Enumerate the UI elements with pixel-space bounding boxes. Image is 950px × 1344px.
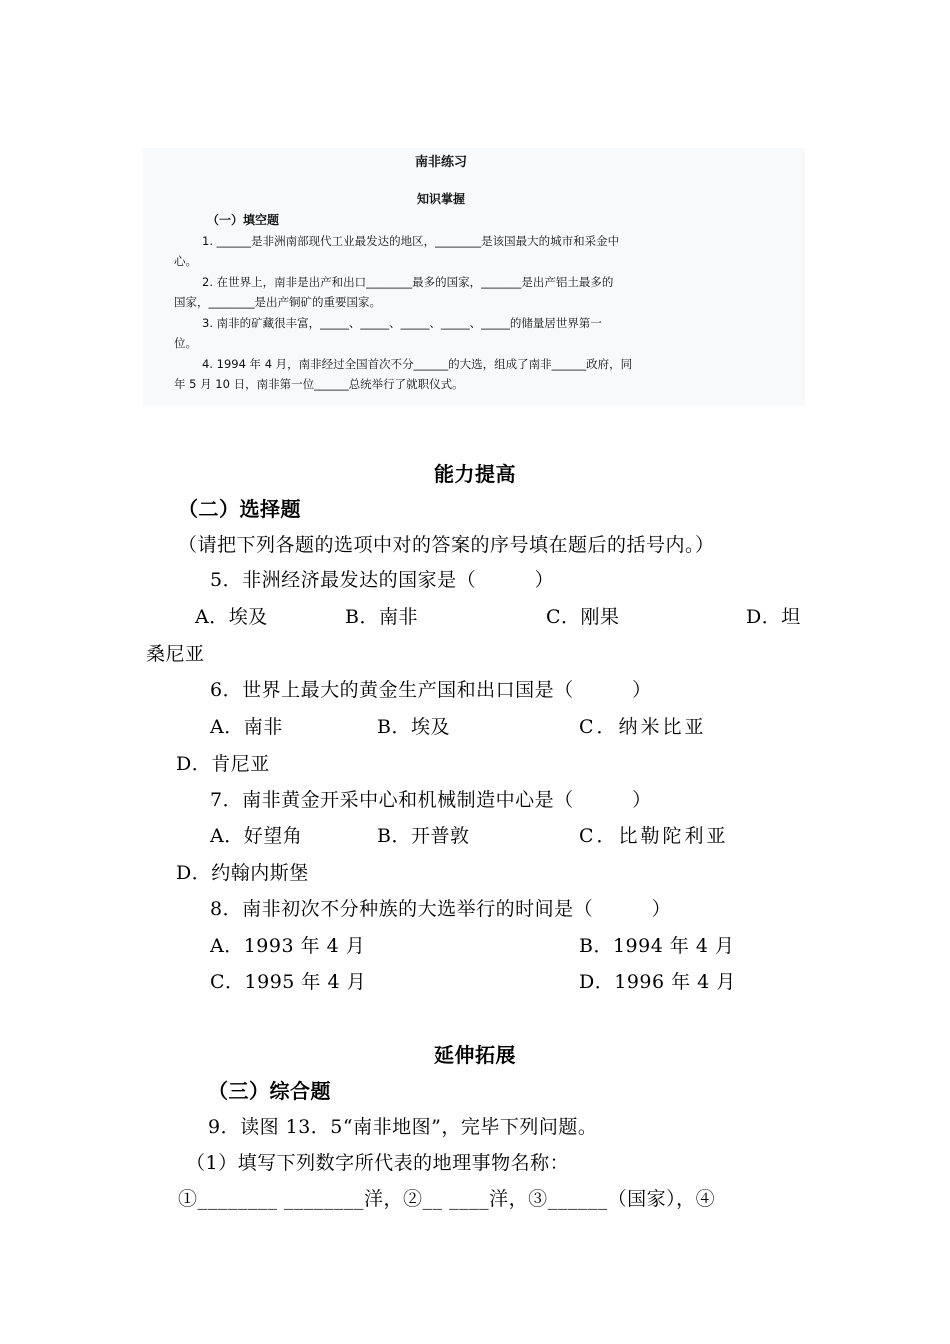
scan-line: 国家，________是出产铜矿的重要国家。 (174, 295, 381, 309)
fill-blank-line: ①________ ________洋，②__ ____洋，③______（国家），④ (178, 1188, 716, 1210)
option-b: B．埃及 (377, 716, 450, 738)
scan-line: 位。 (174, 336, 197, 350)
scan-line: 心。 (174, 254, 197, 268)
option-b: B．南非 (345, 606, 418, 628)
option-b: B．1994 年 4 月 (579, 935, 735, 957)
scan-section: （一）填空题 (207, 213, 280, 227)
scanned-worksheet-image (143, 148, 805, 406)
scan-title: 南非练习 (415, 155, 468, 170)
section3-subheading: （三）综合题 (208, 1079, 331, 1103)
option-a: A．1993 年 4 月 (210, 935, 366, 957)
option-c: C．纳米比亚 (579, 716, 707, 738)
question-5: 5．非洲经济最发达的国家是（ ） (210, 569, 555, 591)
question-9-part-1: （1）填写下列数字所代表的地理事物名称： (186, 1152, 570, 1174)
question-9: 9．读图 13．5“南非地图”，完毕下列问题。 (208, 1116, 598, 1138)
option-d: D．肯尼亚 (176, 753, 270, 775)
scan-subtitle: 知识掌握 (417, 192, 466, 206)
option-c: C．刚果 (546, 606, 620, 628)
option-a: A．南非 (210, 716, 283, 738)
scan-line: 2. 在世界上，南非是出产和出口________最多的国家，_______是出产铝土最多的 (202, 275, 614, 289)
option-c: C．1995 年 4 月 (210, 971, 367, 993)
section2-heading: 能力提高 (434, 462, 516, 486)
option-b: B．开普敦 (377, 825, 470, 847)
option-a: A．埃及 (195, 606, 268, 628)
scan-line: 1. ______是非洲南部现代工业最发达的地区，________是该国最大的城市和采金中 (202, 234, 620, 248)
question-8: 8．南非初次不分种族的大选举行的时间是（ ） (210, 898, 672, 920)
question-7: 7．南非黄金开采中心和机械制造中心是（ ） (210, 789, 652, 811)
option-d: D．坦 (746, 606, 801, 628)
option-d-continued: 桑尼亚 (146, 643, 205, 665)
scan-line: 年 5 月 10 日，南非第一位______总统举行了就职仪式。 (174, 377, 464, 391)
section2-subheading: （二）选择题 (178, 497, 301, 521)
option-c: C．比勒陀利亚 (579, 825, 729, 847)
scan-line: 3. 南非的矿藏很丰富，_____、_____、_____、_____、_____的储量居世界第一 (202, 316, 602, 330)
option-a: A．好望角 (210, 825, 303, 847)
option-d: D．约翰内斯堡 (176, 862, 309, 884)
instruction: （请把下列各题的选项中对的答案的序号填在题后的括号内。） (178, 534, 715, 556)
scan-line: 4. 1994 年 4 月，南非经过全国首次不分______的大选，组成了南非______政府，同 (202, 357, 633, 371)
question-6: 6．世界上最大的黄金生产国和出口国是（ ） (210, 679, 652, 701)
section3-heading: 延伸拓展 (434, 1043, 516, 1067)
option-d: D．1996 年 4 月 (579, 971, 736, 993)
